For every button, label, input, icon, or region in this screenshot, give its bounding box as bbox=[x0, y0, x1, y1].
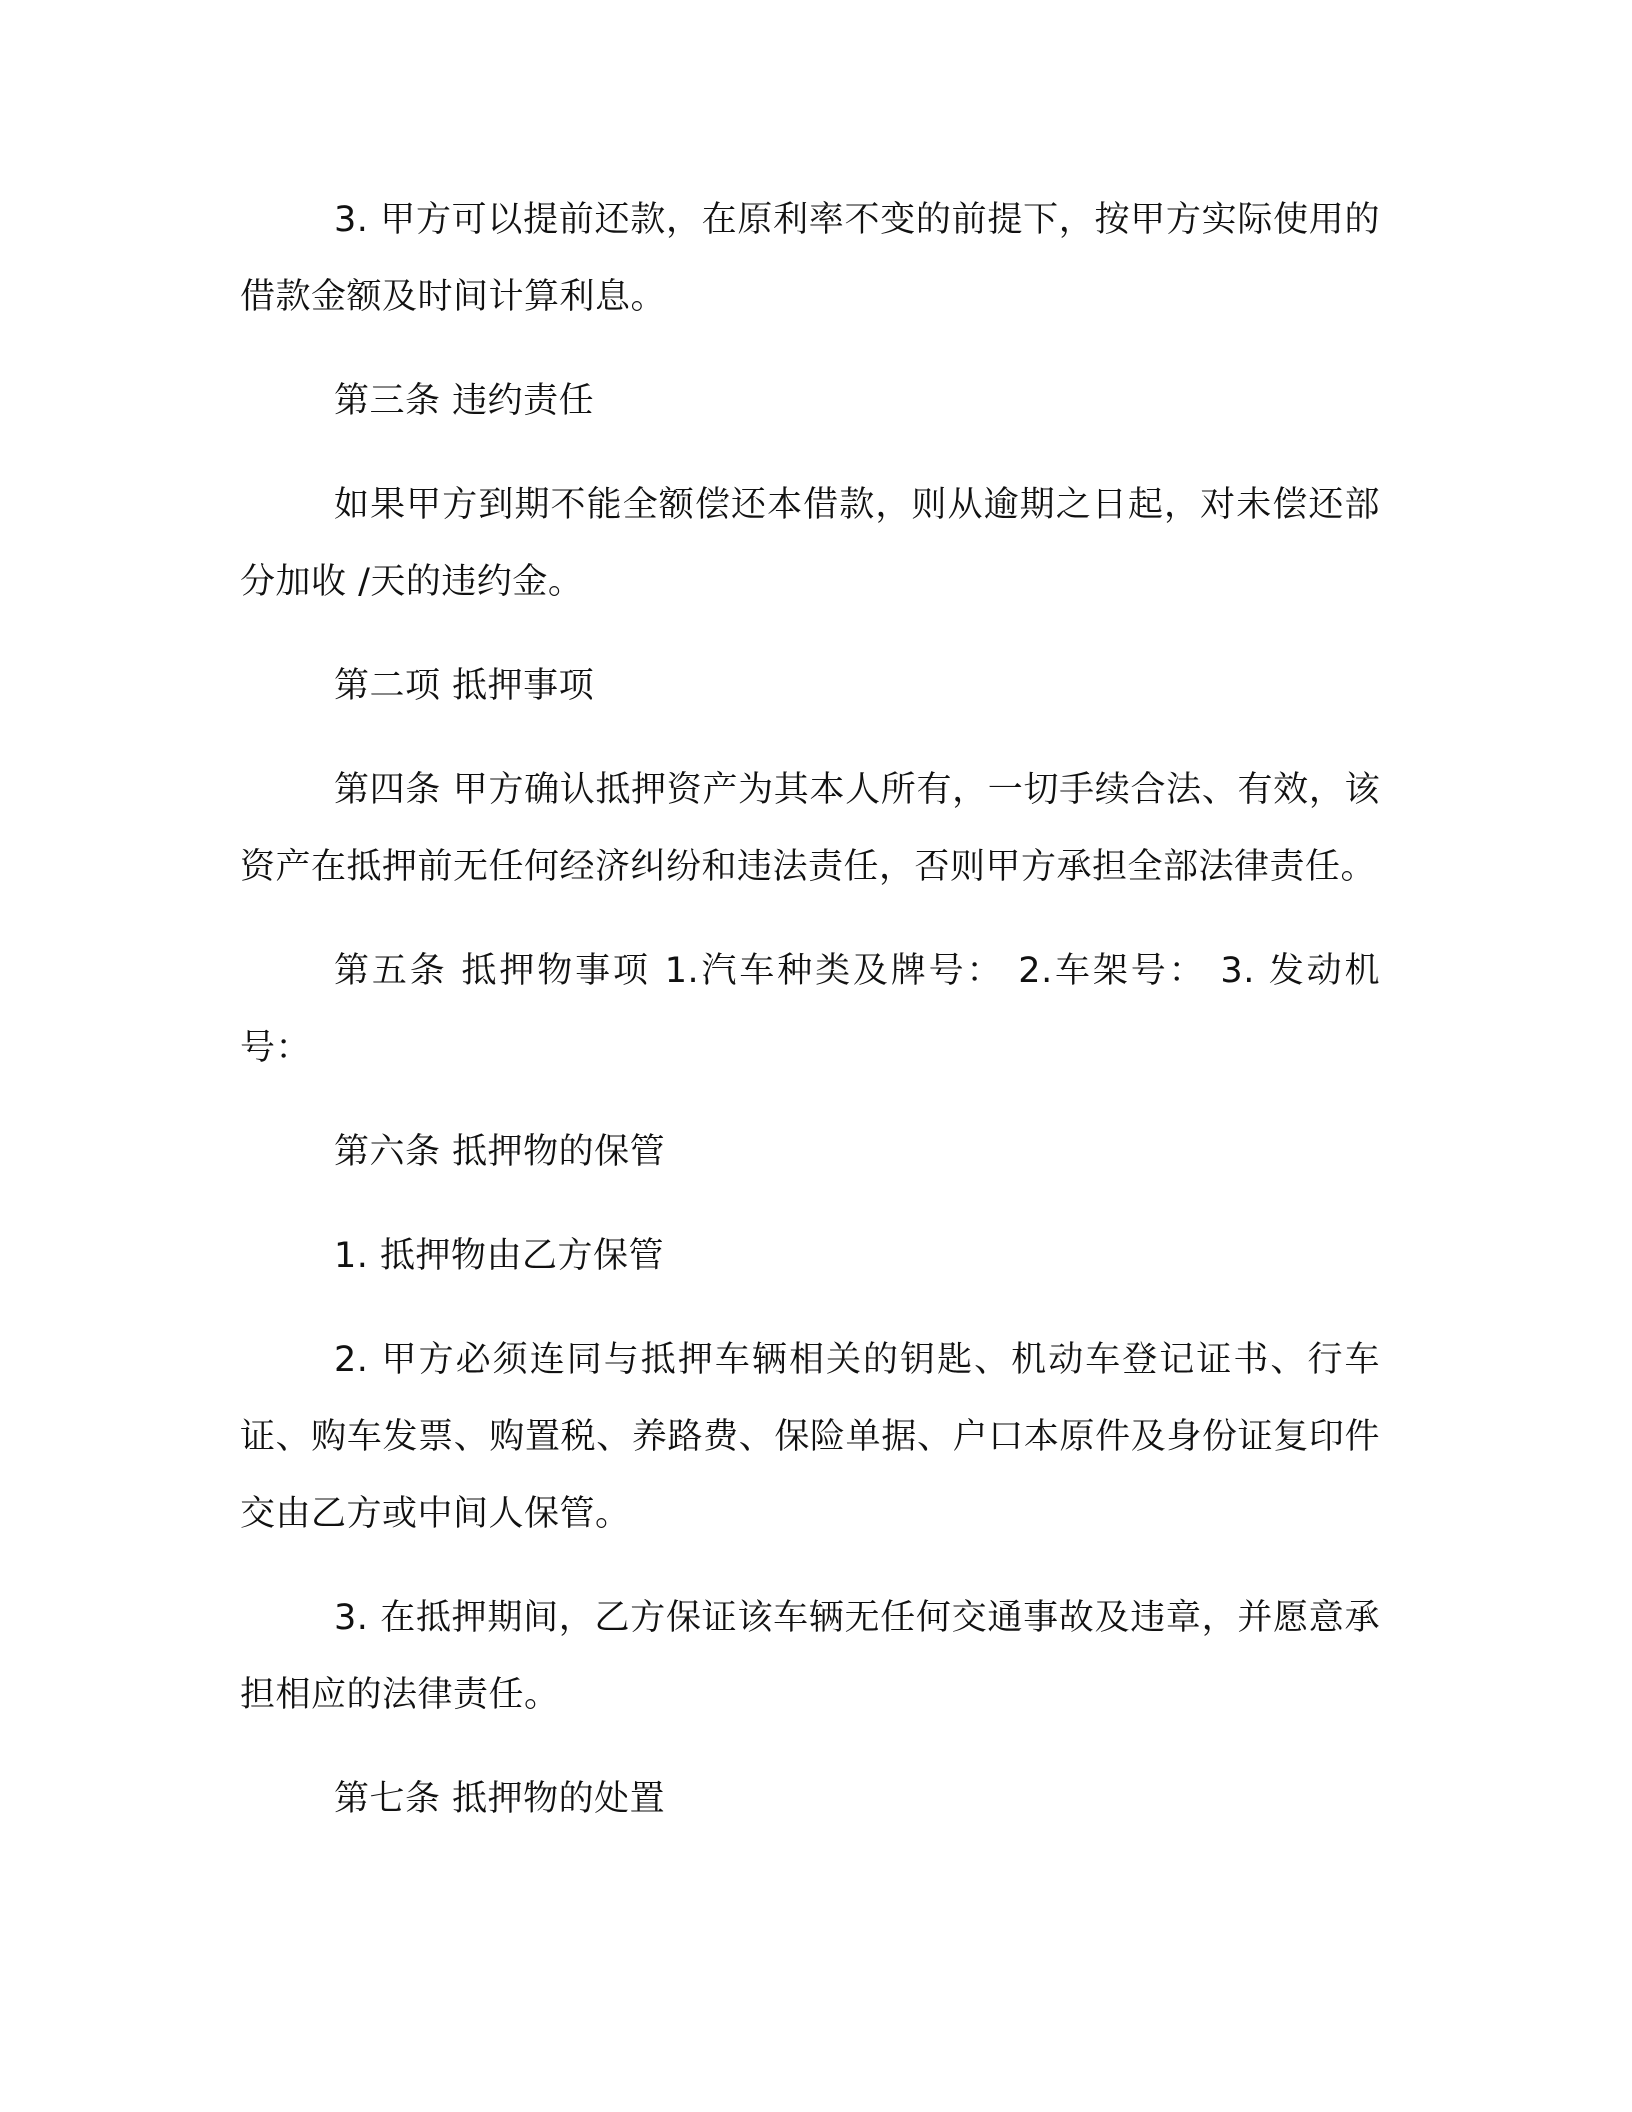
paragraph-article-4-ownership: 第四条 甲方确认抵押资产为其本人所有，一切手续合法、有效，该资产在抵押前无任何经济纠纷和违法责任，否则甲方承担全部法律责任。 bbox=[240, 770, 1380, 887]
heading-article-3-breach-liability: 第三条 违约责任 bbox=[334, 381, 595, 421]
document-body bbox=[240, 182, 1380, 1838]
paragraph-custody-item-1: 1. 抵押物由乙方保管 bbox=[334, 1236, 665, 1276]
heading-article-7-disposal: 第七条 抵押物的处置 bbox=[334, 1779, 666, 1819]
paragraph-article-5-collateral-items: 第五条 抵押物事项 1.汽车种类及牌号： 2.车架号： 3. 发动机号： bbox=[240, 951, 1380, 1068]
paragraph-penalty: 如果甲方到期不能全额偿还本借款，则从逾期之日起，对未偿还部分加收 /天的违约金。 bbox=[240, 485, 1380, 602]
heading-section-2-mortgage: 第二项 抵押事项 bbox=[334, 666, 595, 706]
paragraph-early-repayment: 3. 甲方可以提前还款，在原利率不变的前提下，按甲方实际使用的借款金额及时间计算利息。 bbox=[240, 200, 1380, 317]
heading-article-6-custody: 第六条 抵押物的保管 bbox=[334, 1132, 666, 1172]
paragraph-custody-item-3: 3. 在抵押期间，乙方保证该车辆无任何交通事故及违章，并愿意承担相应的法律责任。 bbox=[240, 1598, 1380, 1715]
paragraph-custody-item-2: 2. 甲方必须连同与抵押车辆相关的钥匙、机动车登记证书、行车证、购车发票、购置税、养路费、保险单据、户口本原件及身份证复印件交由乙方或中间人保管。 bbox=[240, 1340, 1380, 1534]
